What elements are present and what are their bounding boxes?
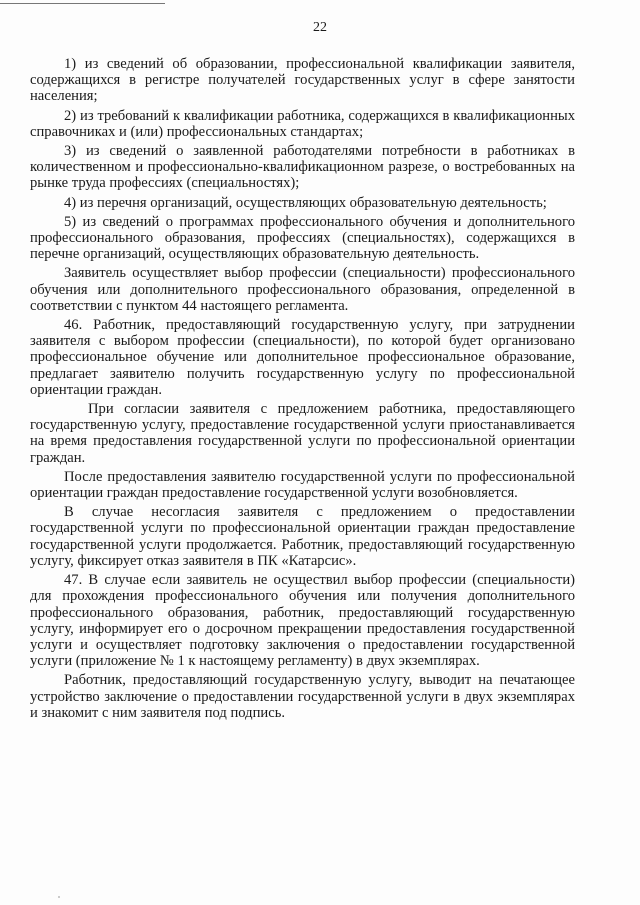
page-number: 22 [313,20,327,35]
paragraph-consent: При согласии заявителя с предложением работника, предоставляющего государственную услугу, предоставление государственной услуги приостанавливается на время предоставления государственной услуги по профессиональной ориентации граждан. [30,401,575,466]
document-body [30,56,575,724]
paragraph-disagreement: В случае несогласия заявителя с предложением о предоставлении государственной услуги по профессиональной ориентации граждан предоставление государственной услуги продолжается. Работник, предоставляющий государственную услугу, фиксирует отказ заявителя в ПК «Катарсис». [30,504,575,569]
paragraph-46: 46. Работник, предоставляющий государственную услугу, при затруднении заявителя с выбором профессии (специальности), по которой будет организовано профессиональное обучение или дополнительное профессиональное образование, предлагает заявителю получить государственную услугу по профессиональной ориентации граждан. [30,317,575,398]
paragraph-item-2: 2) из требований к квалификации работника, содержащихся в квалификационных справочниках и (или) профессиональных стандартах; [30,107,575,140]
paragraph-item-3: 3) из сведений о заявленной работодателями потребности в работниках в количественном и профессионально-квалификационном разрезе, о востребованных на рынке труда профессиях (специальностях); [30,143,575,192]
paragraph-47: 47. В случае если заявитель не осуществил выбор профессии (специальности) для прохождения профессионального обучения или получения дополнительного профессионального образования, работник, предоставляющий государственную услугу, информирует его о досрочном прекращении предоставления государственной услуги и осуществляет подготовку заключения о предоставлении государственной услуги (приложение № 1 к настоящему регламенту) в двух экземплярах. [30,572,575,670]
scan-speck [58,896,60,898]
paragraph-item-4: 4) из перечня организаций, осуществляющих образовательную деятельность; [64,194,547,211]
paragraph-applicant-choice: Заявитель осуществляет выбор профессии (специальности) профессионального обучения или дополнительного профессионального образования, определенной в соответствии с пунктом 44 настоящего регламента. [30,265,575,314]
paragraph-output-conclusion: Работник, предоставляющий государственную услугу, выводит на печатающее устройство заключение о предоставлении государственной услуги в двух экземплярах и знакомит с ним заявителя под подпись. [30,672,575,721]
paragraph-resumption: После предоставления заявителю государственной услуги по профессиональной ориентации граждан предоставление государственной услуги возобновляется. [30,468,575,502]
paragraph-item-5: 5) из сведений о программах профессионального обучения и дополнительного профессионального образования, профессиях (специальностях), содержащихся в перечне организаций, осуществляющих образовательную деятельность. [30,213,575,263]
paragraph-item-1: 1) из сведений об образовании, профессиональной квалификации заявителя, содержащихся в регистре получателей государственных услуг в сфере занятости населения; [30,56,575,105]
scan-edge-line [0,3,165,4]
